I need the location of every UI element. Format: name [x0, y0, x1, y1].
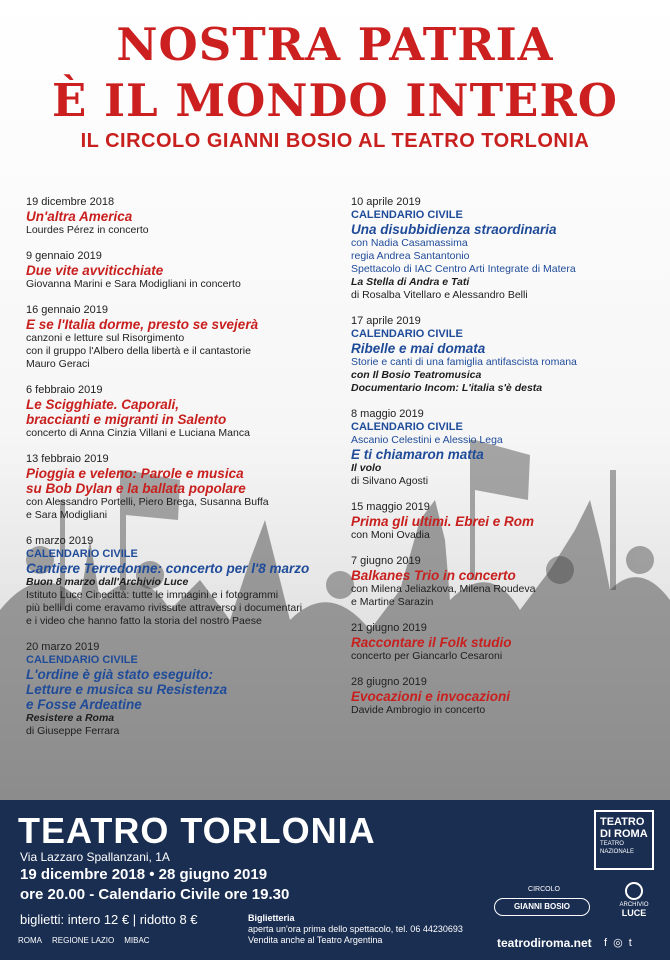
event-title: L'ordine è già stato eseguito:: [26, 667, 213, 682]
event-line: di Giuseppe Ferrara: [26, 725, 120, 737]
event-line: con Alessandro Portelli, Piero Brega, Susanna Buffa: [26, 496, 269, 508]
right-column: [351, 195, 651, 729]
poster-subtitle: IL CIRCOLO GIANNI BOSIO AL TEATRO TORLONIA: [80, 130, 590, 152]
logo-text: TEATRO: [600, 816, 645, 828]
logo-text: DI ROMA: [600, 828, 648, 840]
event-line: concerto per Giancarlo Cesaroni: [351, 650, 503, 662]
event-item: [351, 407, 651, 488]
event-item: [26, 303, 346, 371]
event-line: Giovanna Marini e Sara Modigliani in concerto: [26, 278, 241, 290]
event-date: 7 giugno 2019: [351, 555, 421, 567]
event-date: 21 giugno 2019: [351, 622, 427, 634]
event-item: [351, 314, 651, 395]
luce-name: LUCE: [621, 908, 647, 918]
circolo-label: CIRCOLO: [528, 886, 560, 893]
mibac-logo: MIBAC: [124, 936, 150, 945]
footer-band: [0, 800, 670, 960]
event-title: Due vite avviticchiate: [26, 263, 164, 278]
event-line: con Milena Jeliazkova, Milena Roudeva: [351, 583, 536, 595]
event-date: 28 giugno 2019: [351, 676, 427, 688]
event-line: Davide Ambrogio in concerto: [351, 704, 486, 716]
event-title-cont: e Fosse Ardeatine: [26, 697, 142, 712]
event-line: regia Andrea Santantonio: [351, 250, 470, 262]
partner-logos: [18, 936, 150, 945]
event-subhead: con Il Bosio Teatromusica: [351, 369, 482, 381]
calendario-civile-label: CALENDARIO CIVILE: [351, 328, 463, 340]
event-item: [26, 195, 346, 237]
social-icons: [604, 936, 635, 949]
regione-lazio-logo: REGIONE LAZIO: [52, 936, 115, 945]
event-line: e Martine Sarazin: [351, 596, 434, 608]
archivio-luce-logo: [614, 882, 654, 918]
website-link[interactable]: teatrodiroma.net: [497, 936, 592, 950]
event-item: [26, 249, 346, 291]
event-line: con Moni Ovadia: [351, 529, 430, 541]
event-title: Raccontare il Folk studio: [351, 635, 512, 650]
event-item: [351, 554, 651, 609]
event-date: 6 marzo 2019: [26, 535, 94, 547]
venue-address: Via Lazzaro Spallanzani, 1A: [20, 850, 170, 864]
biglietteria-line: Vendita anche al Teatro Argentina: [248, 935, 383, 945]
event-title-cont: braccianti e migranti in Salento: [26, 412, 227, 427]
event-title-cont: su Bob Dylan e la ballata popolare: [26, 481, 246, 496]
event-item: [351, 675, 651, 717]
event-item: [26, 383, 346, 440]
event-title-cont: Letture e musica su Resistenza: [26, 682, 228, 697]
event-subhead: Documentario Incom: L'italia s'è desta: [351, 382, 543, 394]
event-item: [26, 640, 346, 738]
event-title: Un'altra America: [26, 209, 133, 224]
event-date: 8 maggio 2019: [351, 408, 424, 420]
poster-title-line1: NOSTRA PATRIA: [116, 18, 554, 71]
event-subhead: La Stella di Andra e Tati: [351, 276, 470, 288]
circolo-bosio-logo: GIANNI BOSIO: [494, 898, 590, 916]
event-subhead: Buon 8 marzo dall'Archivio Luce: [26, 576, 189, 588]
event-line: con Nadia Casamassima: [351, 237, 468, 249]
event-line: di Rosalba Vitellaro e Alessandro Belli: [351, 289, 528, 301]
event-line: Lourdes Pérez in concerto: [26, 224, 149, 236]
event-subhead: Il volo: [351, 462, 382, 474]
event-title: Una disubbidienza straordinaria: [351, 222, 557, 237]
event-title: Pioggia e veleno: Parole e musica: [26, 466, 244, 481]
event-date: 19 dicembre 2018: [26, 196, 115, 208]
event-date: 9 gennaio 2019: [26, 250, 102, 262]
event-line: concerto di Anna Cinzia Villani e Luciana Manca: [26, 427, 250, 439]
event-date: 6 febbraio 2019: [26, 384, 103, 396]
event-line: e Sara Modigliani: [26, 509, 108, 521]
instagram-icon[interactable]: ◎: [613, 937, 623, 949]
event-line: Spettacolo di IAC Centro Arti Integrate di Matera: [351, 263, 576, 275]
event-line: e i video che hanno fatto la storia del nostro Paese: [26, 615, 262, 627]
event-title: Evocazioni e invocazioni: [351, 689, 511, 704]
event-date: 15 maggio 2019: [351, 501, 430, 513]
logo-text: TEATRO NAZIONALE: [600, 841, 635, 855]
ticket-prices: biglietti: intero 12 € | ridotto 8 €: [20, 912, 198, 927]
roma-logo: ROMA: [18, 936, 42, 945]
season-dates: 19 dicembre 2018 • 28 giugno 2019: [20, 866, 268, 883]
event-item: [351, 500, 651, 542]
event-date: 20 marzo 2019: [26, 641, 100, 653]
calendario-civile-label: CALENDARIO CIVILE: [351, 421, 463, 433]
event-item: [26, 452, 346, 522]
calendario-civile-label: CALENDARIO CIVILE: [351, 209, 463, 221]
event-title: Balkanes Trio in concerto: [351, 568, 516, 583]
event-title: E ti chiamaron matta: [351, 447, 484, 462]
event-date: 10 aprile 2019: [351, 196, 421, 208]
event-item: [351, 195, 651, 302]
luce-ring-icon: [625, 882, 643, 900]
event-line: con il gruppo l'Albero della libertà e il cantastorie: [26, 345, 251, 357]
biglietteria-title: Biglietteria: [248, 913, 295, 923]
event-title: Ribelle e mai domata: [351, 341, 486, 356]
teatro-di-roma-logo: [594, 810, 654, 870]
event-line: Ascanio Celestini e Alessio Lega: [351, 434, 503, 446]
event-line: Mauro Geraci: [26, 358, 90, 370]
event-title: Cantiere Terredonne: concerto per l'8 marzo: [26, 561, 310, 576]
event-line: Istituto Luce Cinecittà: tutte le immagini e i fotogrammi: [26, 589, 279, 601]
biglietteria-info: [248, 913, 463, 946]
event-line: canzoni e letture sul Risorgimento: [26, 332, 185, 344]
venue-name: TEATRO TORLONIA: [18, 810, 376, 851]
event-date: 17 aprile 2019: [351, 315, 421, 327]
event-subhead: Resistere a Roma: [26, 712, 115, 724]
event-line: più belli di come eravamo rivissute attraverso i documentari: [26, 602, 303, 614]
event-date: 13 febbraio 2019: [26, 453, 109, 465]
event-title: Prima gli ultimi. Ebrei e Rom: [351, 514, 535, 529]
event-title: E se l'Italia dorme, presto se svejerà: [26, 317, 259, 332]
facebook-icon[interactable]: f: [604, 937, 608, 949]
event-item: [26, 534, 346, 628]
event-title: Le Scigghiate. Caporali,: [26, 397, 180, 412]
calendario-civile-label: CALENDARIO CIVILE: [26, 548, 138, 560]
event-item: [351, 621, 651, 663]
left-column: [26, 195, 346, 750]
event-line: di Silvano Agosti: [351, 475, 429, 487]
calendario-civile-label: CALENDARIO CIVILE: [26, 654, 138, 666]
event-date: 16 gennaio 2019: [26, 304, 108, 316]
show-times: ore 20.00 - Calendario Civile ore 19.30: [20, 886, 290, 903]
twitter-icon[interactable]: t: [628, 937, 632, 949]
biglietteria-line: aperta un'ora prima dello spettacolo, tel. 06 44230693: [248, 924, 463, 934]
event-line: Storie e canti di una famiglia antifascista romana: [351, 356, 577, 368]
luce-label: ARCHIVIO: [619, 902, 649, 908]
poster-title-line2: È IL MONDO INTERO: [52, 74, 618, 127]
